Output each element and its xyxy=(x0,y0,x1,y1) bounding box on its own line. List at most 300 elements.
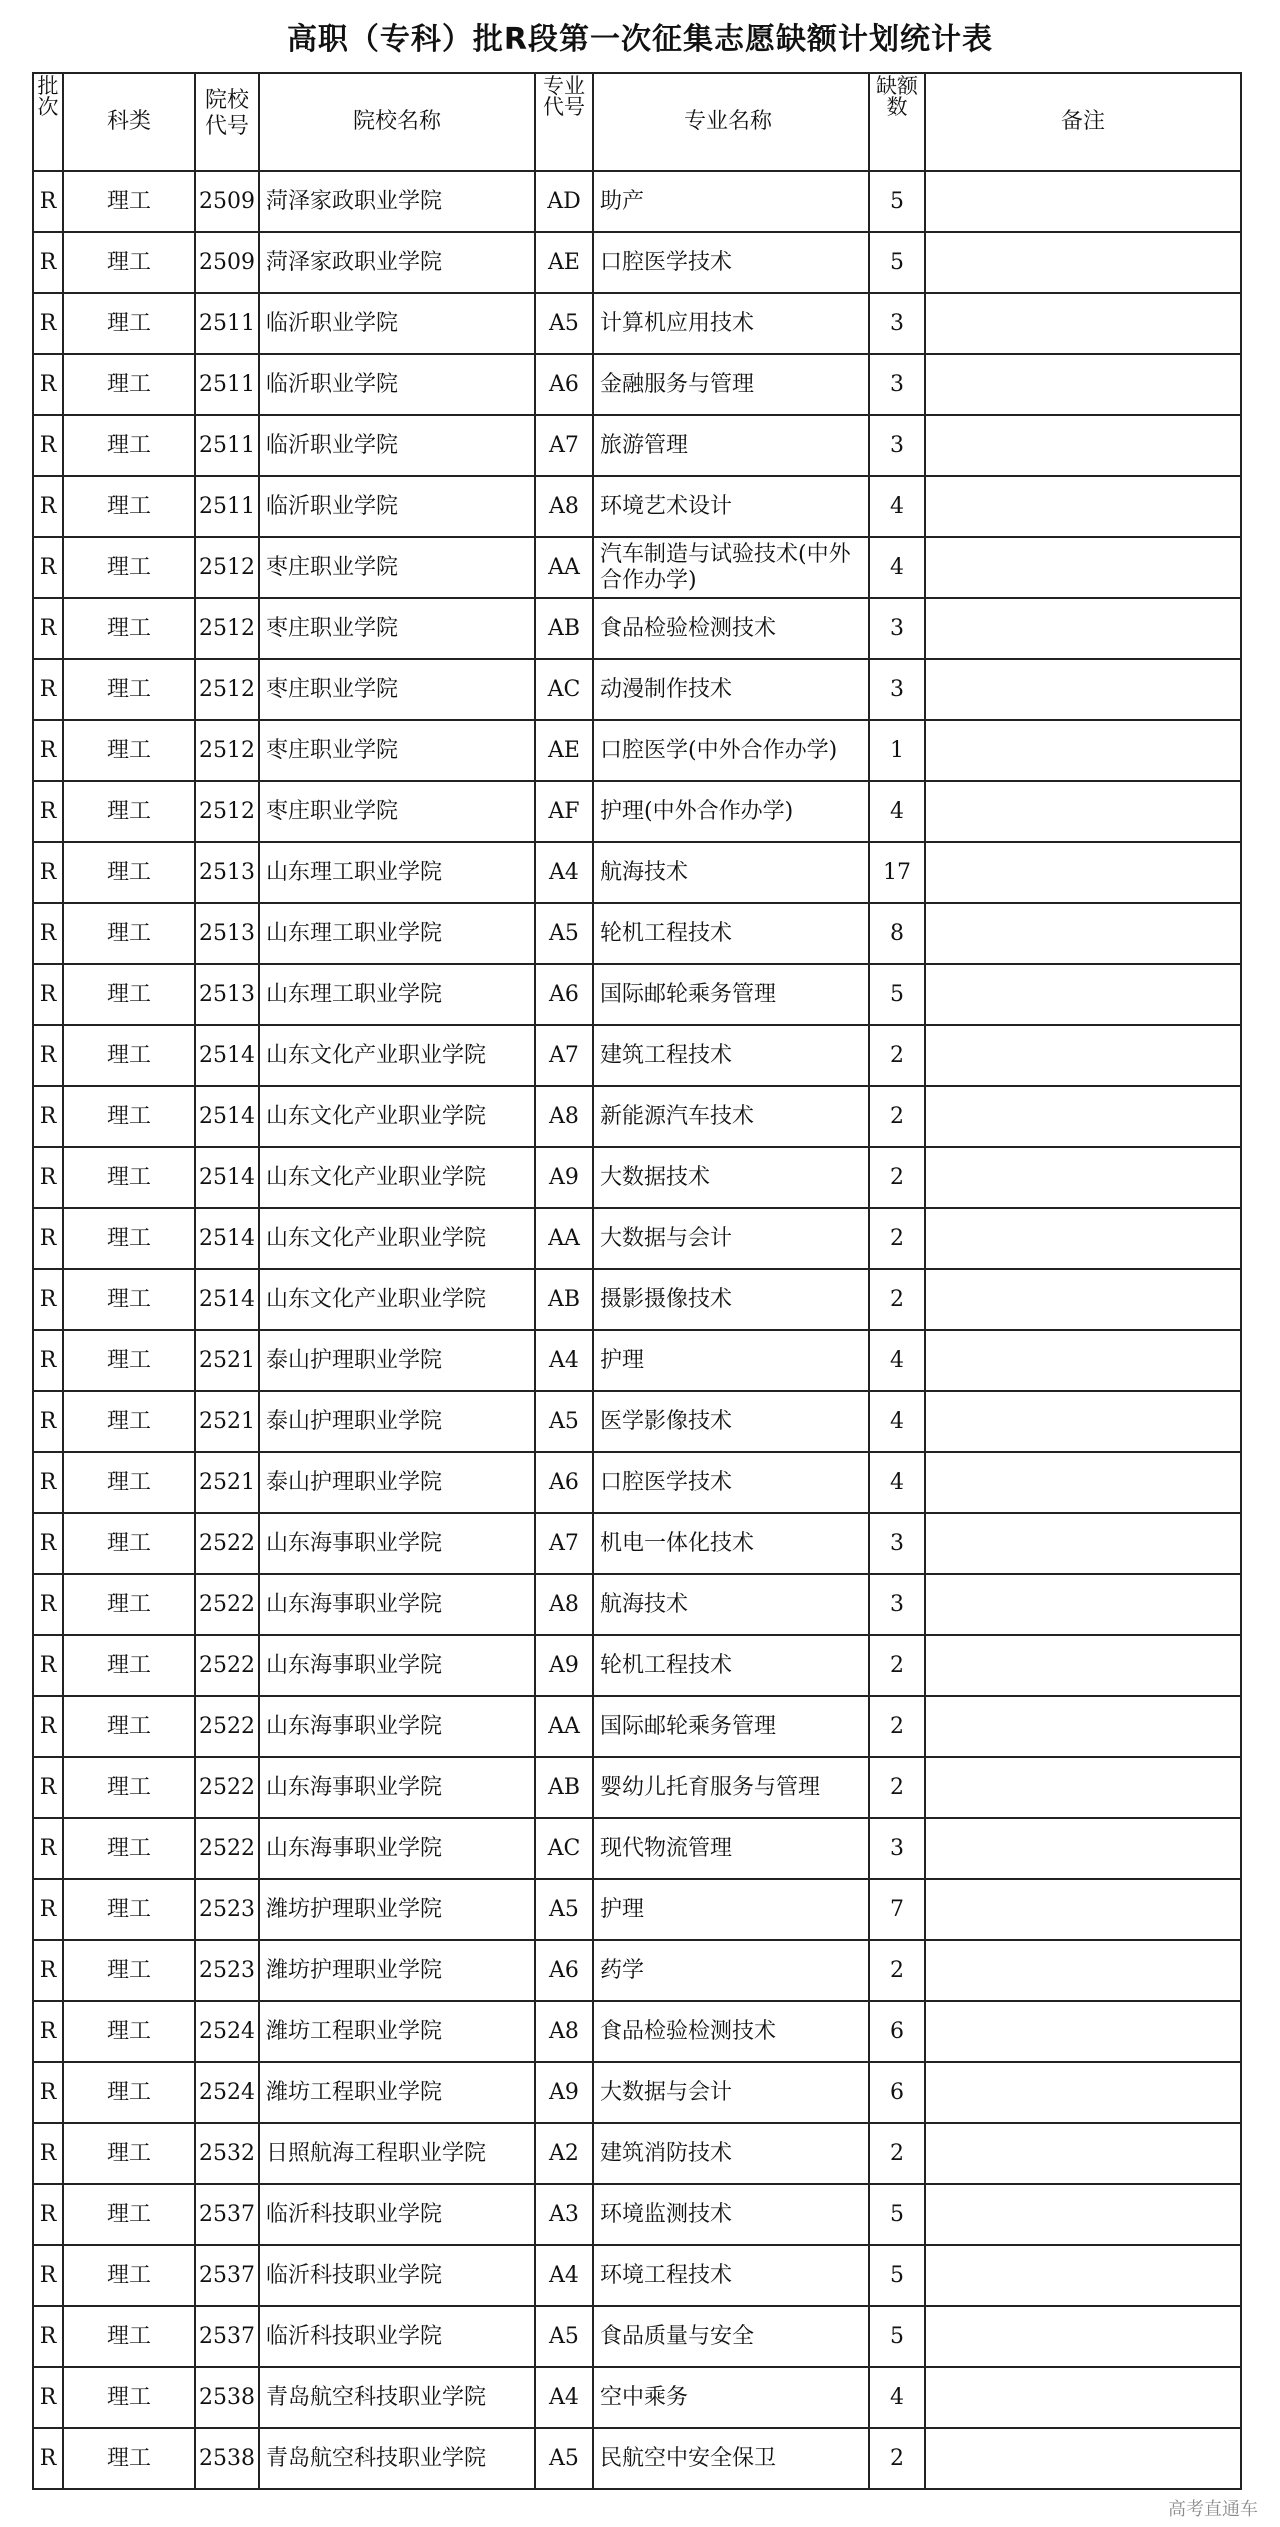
table-row xyxy=(33,781,1241,842)
cell-school-name: 临沂职业学院 xyxy=(259,354,535,415)
cell-vacancy: 4 xyxy=(869,1452,925,1513)
cell-batch: R xyxy=(33,1879,63,1940)
cell-batch: R xyxy=(33,720,63,781)
cell-major-code: A8 xyxy=(535,476,593,537)
cell-category: 理工 xyxy=(63,659,195,720)
cell-major-code: AA xyxy=(535,537,593,598)
cell-remark xyxy=(925,1513,1241,1574)
table-row xyxy=(33,2428,1241,2489)
cell-school-code: 2514 xyxy=(195,1269,259,1330)
cell-major-code: A9 xyxy=(535,1147,593,1208)
header-remark: 备注 xyxy=(925,73,1241,171)
cell-vacancy: 3 xyxy=(869,659,925,720)
cell-remark xyxy=(925,903,1241,964)
cell-school-code: 2532 xyxy=(195,2123,259,2184)
cell-vacancy: 5 xyxy=(869,2184,925,2245)
header-school-code: 院校代号 xyxy=(195,73,259,171)
cell-vacancy: 2 xyxy=(869,1940,925,2001)
cell-batch: R xyxy=(33,1452,63,1513)
cell-school-code: 2513 xyxy=(195,842,259,903)
cell-school-code: 2509 xyxy=(195,171,259,232)
header-school-name: 院校名称 xyxy=(259,73,535,171)
cell-category: 理工 xyxy=(63,1513,195,1574)
cell-major-name: 口腔医学(中外合作办学) xyxy=(593,720,869,781)
table-row xyxy=(33,2001,1241,2062)
cell-school-code: 2537 xyxy=(195,2306,259,2367)
cell-vacancy: 6 xyxy=(869,2001,925,2062)
cell-category: 理工 xyxy=(63,1086,195,1147)
cell-major-name: 航海技术 xyxy=(593,842,869,903)
cell-major-code: A5 xyxy=(535,1391,593,1452)
cell-major-name: 环境艺术设计 xyxy=(593,476,869,537)
cell-vacancy: 3 xyxy=(869,1818,925,1879)
cell-major-name: 轮机工程技术 xyxy=(593,1635,869,1696)
cell-vacancy: 2 xyxy=(869,2123,925,2184)
cell-batch: R xyxy=(33,2062,63,2123)
table-row xyxy=(33,171,1241,232)
cell-batch: R xyxy=(33,1086,63,1147)
table-row xyxy=(33,1818,1241,1879)
cell-school-name: 日照航海工程职业学院 xyxy=(259,2123,535,2184)
cell-school-code: 2521 xyxy=(195,1330,259,1391)
cell-vacancy: 5 xyxy=(869,2245,925,2306)
cell-vacancy: 17 xyxy=(869,842,925,903)
cell-major-name: 护理 xyxy=(593,1879,869,1940)
cell-category: 理工 xyxy=(63,720,195,781)
cell-category: 理工 xyxy=(63,2245,195,2306)
table-row xyxy=(33,1940,1241,2001)
cell-vacancy: 3 xyxy=(869,1574,925,1635)
cell-category: 理工 xyxy=(63,2123,195,2184)
cell-batch: R xyxy=(33,1635,63,1696)
cell-major-code: A5 xyxy=(535,1879,593,1940)
cell-vacancy: 3 xyxy=(869,1513,925,1574)
cell-school-name: 山东文化产业职业学院 xyxy=(259,1208,535,1269)
cell-major-code: A7 xyxy=(535,415,593,476)
cell-vacancy: 2 xyxy=(869,1086,925,1147)
cell-major-code: A9 xyxy=(535,2062,593,2123)
cell-school-code: 2511 xyxy=(195,476,259,537)
cell-school-name: 枣庄职业学院 xyxy=(259,537,535,598)
cell-major-code: AE xyxy=(535,232,593,293)
cell-remark xyxy=(925,2184,1241,2245)
cell-major-code: A5 xyxy=(535,903,593,964)
cell-school-code: 2514 xyxy=(195,1025,259,1086)
cell-major-name: 轮机工程技术 xyxy=(593,903,869,964)
cell-major-name: 护理 xyxy=(593,1330,869,1391)
cell-category: 理工 xyxy=(63,1147,195,1208)
cell-batch: R xyxy=(33,171,63,232)
table-row xyxy=(33,1635,1241,1696)
cell-category: 理工 xyxy=(63,842,195,903)
cell-remark xyxy=(925,1208,1241,1269)
cell-remark xyxy=(925,2245,1241,2306)
cell-category: 理工 xyxy=(63,1879,195,1940)
cell-school-name: 菏泽家政职业学院 xyxy=(259,171,535,232)
cell-school-name: 潍坊护理职业学院 xyxy=(259,1879,535,1940)
cell-category: 理工 xyxy=(63,1818,195,1879)
cell-category: 理工 xyxy=(63,1574,195,1635)
cell-category: 理工 xyxy=(63,1635,195,1696)
table-body xyxy=(33,171,1241,2489)
cell-batch: R xyxy=(33,1574,63,1635)
cell-vacancy: 3 xyxy=(869,354,925,415)
cell-school-name: 临沂职业学院 xyxy=(259,293,535,354)
table-row xyxy=(33,1757,1241,1818)
cell-vacancy: 8 xyxy=(869,903,925,964)
cell-category: 理工 xyxy=(63,2428,195,2489)
cell-school-name: 山东海事职业学院 xyxy=(259,1513,535,1574)
cell-school-name: 山东海事职业学院 xyxy=(259,1635,535,1696)
cell-batch: R xyxy=(33,598,63,659)
cell-remark xyxy=(925,1391,1241,1452)
cell-major-code: AB xyxy=(535,1269,593,1330)
cell-major-code: AE xyxy=(535,720,593,781)
cell-remark xyxy=(925,1940,1241,2001)
cell-category: 理工 xyxy=(63,964,195,1025)
cell-school-code: 2523 xyxy=(195,1940,259,2001)
cell-remark xyxy=(925,1147,1241,1208)
cell-school-name: 潍坊工程职业学院 xyxy=(259,2001,535,2062)
table-row xyxy=(33,1330,1241,1391)
cell-major-code: A6 xyxy=(535,1940,593,2001)
cell-remark xyxy=(925,354,1241,415)
table-row xyxy=(33,2306,1241,2367)
table-row xyxy=(33,1879,1241,1940)
cell-batch: R xyxy=(33,2306,63,2367)
cell-school-name: 临沂职业学院 xyxy=(259,476,535,537)
cell-school-name: 临沂职业学院 xyxy=(259,415,535,476)
cell-remark xyxy=(925,2123,1241,2184)
cell-major-name: 大数据与会计 xyxy=(593,2062,869,2123)
cell-school-name: 枣庄职业学院 xyxy=(259,598,535,659)
cell-major-code: A5 xyxy=(535,2428,593,2489)
cell-major-name: 国际邮轮乘务管理 xyxy=(593,964,869,1025)
table-row xyxy=(33,2123,1241,2184)
cell-vacancy: 3 xyxy=(869,415,925,476)
table-row xyxy=(33,964,1241,1025)
cell-major-code: A8 xyxy=(535,2001,593,2062)
table-row xyxy=(33,1147,1241,1208)
cell-vacancy: 5 xyxy=(869,171,925,232)
cell-category: 理工 xyxy=(63,476,195,537)
table-row xyxy=(33,903,1241,964)
table-row xyxy=(33,293,1241,354)
cell-batch: R xyxy=(33,1818,63,1879)
cell-school-name: 临沂科技职业学院 xyxy=(259,2245,535,2306)
cell-category: 理工 xyxy=(63,1025,195,1086)
cell-batch: R xyxy=(33,842,63,903)
cell-batch: R xyxy=(33,476,63,537)
cell-remark xyxy=(925,1574,1241,1635)
cell-major-name: 口腔医学技术 xyxy=(593,1452,869,1513)
cell-school-name: 山东理工职业学院 xyxy=(259,903,535,964)
cell-school-code: 2522 xyxy=(195,1635,259,1696)
cell-category: 理工 xyxy=(63,1330,195,1391)
table-row xyxy=(33,415,1241,476)
cell-major-code: AC xyxy=(535,1818,593,1879)
cell-vacancy: 2 xyxy=(869,1269,925,1330)
cell-vacancy: 5 xyxy=(869,964,925,1025)
table-row xyxy=(33,1269,1241,1330)
cell-school-name: 枣庄职业学院 xyxy=(259,720,535,781)
cell-school-code: 2538 xyxy=(195,2428,259,2489)
cell-school-code: 2514 xyxy=(195,1147,259,1208)
cell-school-name: 潍坊工程职业学院 xyxy=(259,2062,535,2123)
cell-category: 理工 xyxy=(63,232,195,293)
cell-major-code: A9 xyxy=(535,1635,593,1696)
cell-major-name: 大数据与会计 xyxy=(593,1208,869,1269)
cell-major-code: AC xyxy=(535,659,593,720)
cell-major-name: 助产 xyxy=(593,171,869,232)
cell-school-code: 2514 xyxy=(195,1086,259,1147)
cell-major-code: AB xyxy=(535,1757,593,1818)
cell-school-code: 2511 xyxy=(195,293,259,354)
cell-remark xyxy=(925,1452,1241,1513)
cell-remark xyxy=(925,2306,1241,2367)
cell-school-name: 枣庄职业学院 xyxy=(259,659,535,720)
cell-vacancy: 4 xyxy=(869,537,925,598)
cell-school-name: 泰山护理职业学院 xyxy=(259,1452,535,1513)
cell-school-code: 2521 xyxy=(195,1452,259,1513)
cell-major-code: AF xyxy=(535,781,593,842)
cell-school-name: 泰山护理职业学院 xyxy=(259,1391,535,1452)
cell-remark xyxy=(925,537,1241,598)
table-row xyxy=(33,1452,1241,1513)
cell-batch: R xyxy=(33,1208,63,1269)
cell-major-name: 机电一体化技术 xyxy=(593,1513,869,1574)
table-row xyxy=(33,1086,1241,1147)
cell-major-code: A8 xyxy=(535,1574,593,1635)
cell-school-name: 山东海事职业学院 xyxy=(259,1696,535,1757)
cell-remark xyxy=(925,964,1241,1025)
cell-school-code: 2522 xyxy=(195,1696,259,1757)
cell-batch: R xyxy=(33,2245,63,2306)
cell-batch: R xyxy=(33,1513,63,1574)
cell-major-name: 空中乘务 xyxy=(593,2367,869,2428)
cell-school-name: 临沂科技职业学院 xyxy=(259,2184,535,2245)
cell-school-name: 临沂科技职业学院 xyxy=(259,2306,535,2367)
cell-school-code: 2524 xyxy=(195,2062,259,2123)
header-category: 科类 xyxy=(63,73,195,171)
cell-vacancy: 3 xyxy=(869,293,925,354)
cell-vacancy: 2 xyxy=(869,1208,925,1269)
cell-category: 理工 xyxy=(63,2184,195,2245)
table-row xyxy=(33,1391,1241,1452)
cell-batch: R xyxy=(33,964,63,1025)
cell-category: 理工 xyxy=(63,537,195,598)
cell-category: 理工 xyxy=(63,2306,195,2367)
cell-remark xyxy=(925,1757,1241,1818)
cell-remark xyxy=(925,2062,1241,2123)
cell-school-name: 山东理工职业学院 xyxy=(259,964,535,1025)
cell-remark xyxy=(925,171,1241,232)
cell-category: 理工 xyxy=(63,1391,195,1452)
cell-remark xyxy=(925,781,1241,842)
cell-remark xyxy=(925,1635,1241,1696)
cell-category: 理工 xyxy=(63,598,195,659)
cell-major-code: A5 xyxy=(535,293,593,354)
cell-major-code: A6 xyxy=(535,354,593,415)
vacancy-table xyxy=(32,72,1242,2490)
table-row xyxy=(33,537,1241,598)
cell-school-name: 青岛航空科技职业学院 xyxy=(259,2367,535,2428)
cell-major-name: 食品质量与安全 xyxy=(593,2306,869,2367)
cell-school-code: 2522 xyxy=(195,1757,259,1818)
cell-major-code: A6 xyxy=(535,964,593,1025)
cell-school-code: 2513 xyxy=(195,903,259,964)
header-batch: 批次 xyxy=(33,73,63,171)
cell-major-name: 大数据技术 xyxy=(593,1147,869,1208)
cell-major-name: 旅游管理 xyxy=(593,415,869,476)
table-row xyxy=(33,2184,1241,2245)
cell-school-name: 山东海事职业学院 xyxy=(259,1757,535,1818)
cell-batch: R xyxy=(33,2123,63,2184)
table-row xyxy=(33,842,1241,903)
cell-remark xyxy=(925,1086,1241,1147)
cell-remark xyxy=(925,415,1241,476)
cell-remark xyxy=(925,232,1241,293)
cell-major-code: AD xyxy=(535,171,593,232)
cell-batch: R xyxy=(33,293,63,354)
cell-major-code: AB xyxy=(535,598,593,659)
cell-major-name: 汽车制造与试验技术(中外合作办学) xyxy=(593,537,869,598)
cell-remark xyxy=(925,2001,1241,2062)
cell-major-code: A6 xyxy=(535,1452,593,1513)
cell-major-name: 药学 xyxy=(593,1940,869,2001)
cell-school-name: 菏泽家政职业学院 xyxy=(259,232,535,293)
cell-major-code: A4 xyxy=(535,842,593,903)
cell-major-name: 环境监测技术 xyxy=(593,2184,869,2245)
cell-category: 理工 xyxy=(63,1757,195,1818)
cell-category: 理工 xyxy=(63,1208,195,1269)
cell-batch: R xyxy=(33,1330,63,1391)
cell-remark xyxy=(925,1696,1241,1757)
cell-major-name: 摄影摄像技术 xyxy=(593,1269,869,1330)
cell-remark xyxy=(925,476,1241,537)
cell-school-code: 2512 xyxy=(195,781,259,842)
cell-school-code: 2537 xyxy=(195,2245,259,2306)
cell-major-name: 婴幼儿托育服务与管理 xyxy=(593,1757,869,1818)
cell-vacancy: 4 xyxy=(869,1391,925,1452)
cell-school-name: 山东文化产业职业学院 xyxy=(259,1147,535,1208)
cell-batch: R xyxy=(33,1269,63,1330)
cell-vacancy: 7 xyxy=(869,1879,925,1940)
cell-major-name: 建筑工程技术 xyxy=(593,1025,869,1086)
cell-vacancy: 6 xyxy=(869,2062,925,2123)
cell-batch: R xyxy=(33,1025,63,1086)
cell-category: 理工 xyxy=(63,1696,195,1757)
cell-major-code: A2 xyxy=(535,2123,593,2184)
cell-school-name: 山东海事职业学院 xyxy=(259,1818,535,1879)
cell-vacancy: 2 xyxy=(869,1025,925,1086)
cell-batch: R xyxy=(33,1940,63,2001)
cell-school-code: 2512 xyxy=(195,537,259,598)
table-row xyxy=(33,1513,1241,1574)
cell-major-name: 国际邮轮乘务管理 xyxy=(593,1696,869,1757)
cell-major-code: A5 xyxy=(535,2306,593,2367)
cell-remark xyxy=(925,1269,1241,1330)
cell-school-code: 2522 xyxy=(195,1513,259,1574)
cell-vacancy: 2 xyxy=(869,1635,925,1696)
cell-remark xyxy=(925,720,1241,781)
cell-major-name: 食品检验检测技术 xyxy=(593,2001,869,2062)
cell-batch: R xyxy=(33,1147,63,1208)
cell-remark xyxy=(925,293,1241,354)
cell-school-name: 山东理工职业学院 xyxy=(259,842,535,903)
cell-category: 理工 xyxy=(63,354,195,415)
cell-school-name: 青岛航空科技职业学院 xyxy=(259,2428,535,2489)
cell-school-code: 2511 xyxy=(195,354,259,415)
cell-major-code: A7 xyxy=(535,1025,593,1086)
cell-school-code: 2511 xyxy=(195,415,259,476)
cell-vacancy: 1 xyxy=(869,720,925,781)
cell-vacancy: 4 xyxy=(869,781,925,842)
cell-major-code: A7 xyxy=(535,1513,593,1574)
cell-remark xyxy=(925,1025,1241,1086)
cell-batch: R xyxy=(33,232,63,293)
table-row xyxy=(33,476,1241,537)
cell-major-code: A3 xyxy=(535,2184,593,2245)
table-row xyxy=(33,2367,1241,2428)
cell-school-code: 2512 xyxy=(195,598,259,659)
cell-school-code: 2522 xyxy=(195,1574,259,1635)
cell-school-name: 潍坊护理职业学院 xyxy=(259,1940,535,2001)
cell-remark xyxy=(925,1879,1241,1940)
cell-vacancy: 5 xyxy=(869,232,925,293)
cell-major-name: 动漫制作技术 xyxy=(593,659,869,720)
cell-school-name: 山东文化产业职业学院 xyxy=(259,1086,535,1147)
cell-vacancy: 2 xyxy=(869,1147,925,1208)
cell-major-code: A4 xyxy=(535,1330,593,1391)
cell-batch: R xyxy=(33,2184,63,2245)
cell-vacancy: 2 xyxy=(869,1696,925,1757)
cell-batch: R xyxy=(33,1696,63,1757)
table-row xyxy=(33,354,1241,415)
cell-vacancy: 4 xyxy=(869,2367,925,2428)
cell-vacancy: 4 xyxy=(869,1330,925,1391)
cell-major-name: 新能源汽车技术 xyxy=(593,1086,869,1147)
cell-batch: R xyxy=(33,2001,63,2062)
cell-batch: R xyxy=(33,659,63,720)
cell-major-code: AA xyxy=(535,1696,593,1757)
cell-school-code: 2538 xyxy=(195,2367,259,2428)
cell-school-code: 2523 xyxy=(195,1879,259,1940)
cell-school-code: 2522 xyxy=(195,1818,259,1879)
cell-major-code: AA xyxy=(535,1208,593,1269)
cell-vacancy: 5 xyxy=(869,2306,925,2367)
cell-major-code: A4 xyxy=(535,2245,593,2306)
cell-school-code: 2509 xyxy=(195,232,259,293)
cell-batch: R xyxy=(33,781,63,842)
header-vacancy: 缺额数 xyxy=(869,73,925,171)
table-row xyxy=(33,2245,1241,2306)
cell-major-name: 建筑消防技术 xyxy=(593,2123,869,2184)
cell-remark xyxy=(925,598,1241,659)
cell-remark xyxy=(925,659,1241,720)
cell-category: 理工 xyxy=(63,1269,195,1330)
cell-remark xyxy=(925,1818,1241,1879)
cell-batch: R xyxy=(33,903,63,964)
table-row xyxy=(33,659,1241,720)
cell-category: 理工 xyxy=(63,415,195,476)
cell-batch: R xyxy=(33,354,63,415)
watermark: 高考直通车 xyxy=(1168,2499,1258,2520)
cell-school-code: 2512 xyxy=(195,659,259,720)
cell-category: 理工 xyxy=(63,171,195,232)
cell-batch: R xyxy=(33,1757,63,1818)
cell-school-name: 山东文化产业职业学院 xyxy=(259,1269,535,1330)
